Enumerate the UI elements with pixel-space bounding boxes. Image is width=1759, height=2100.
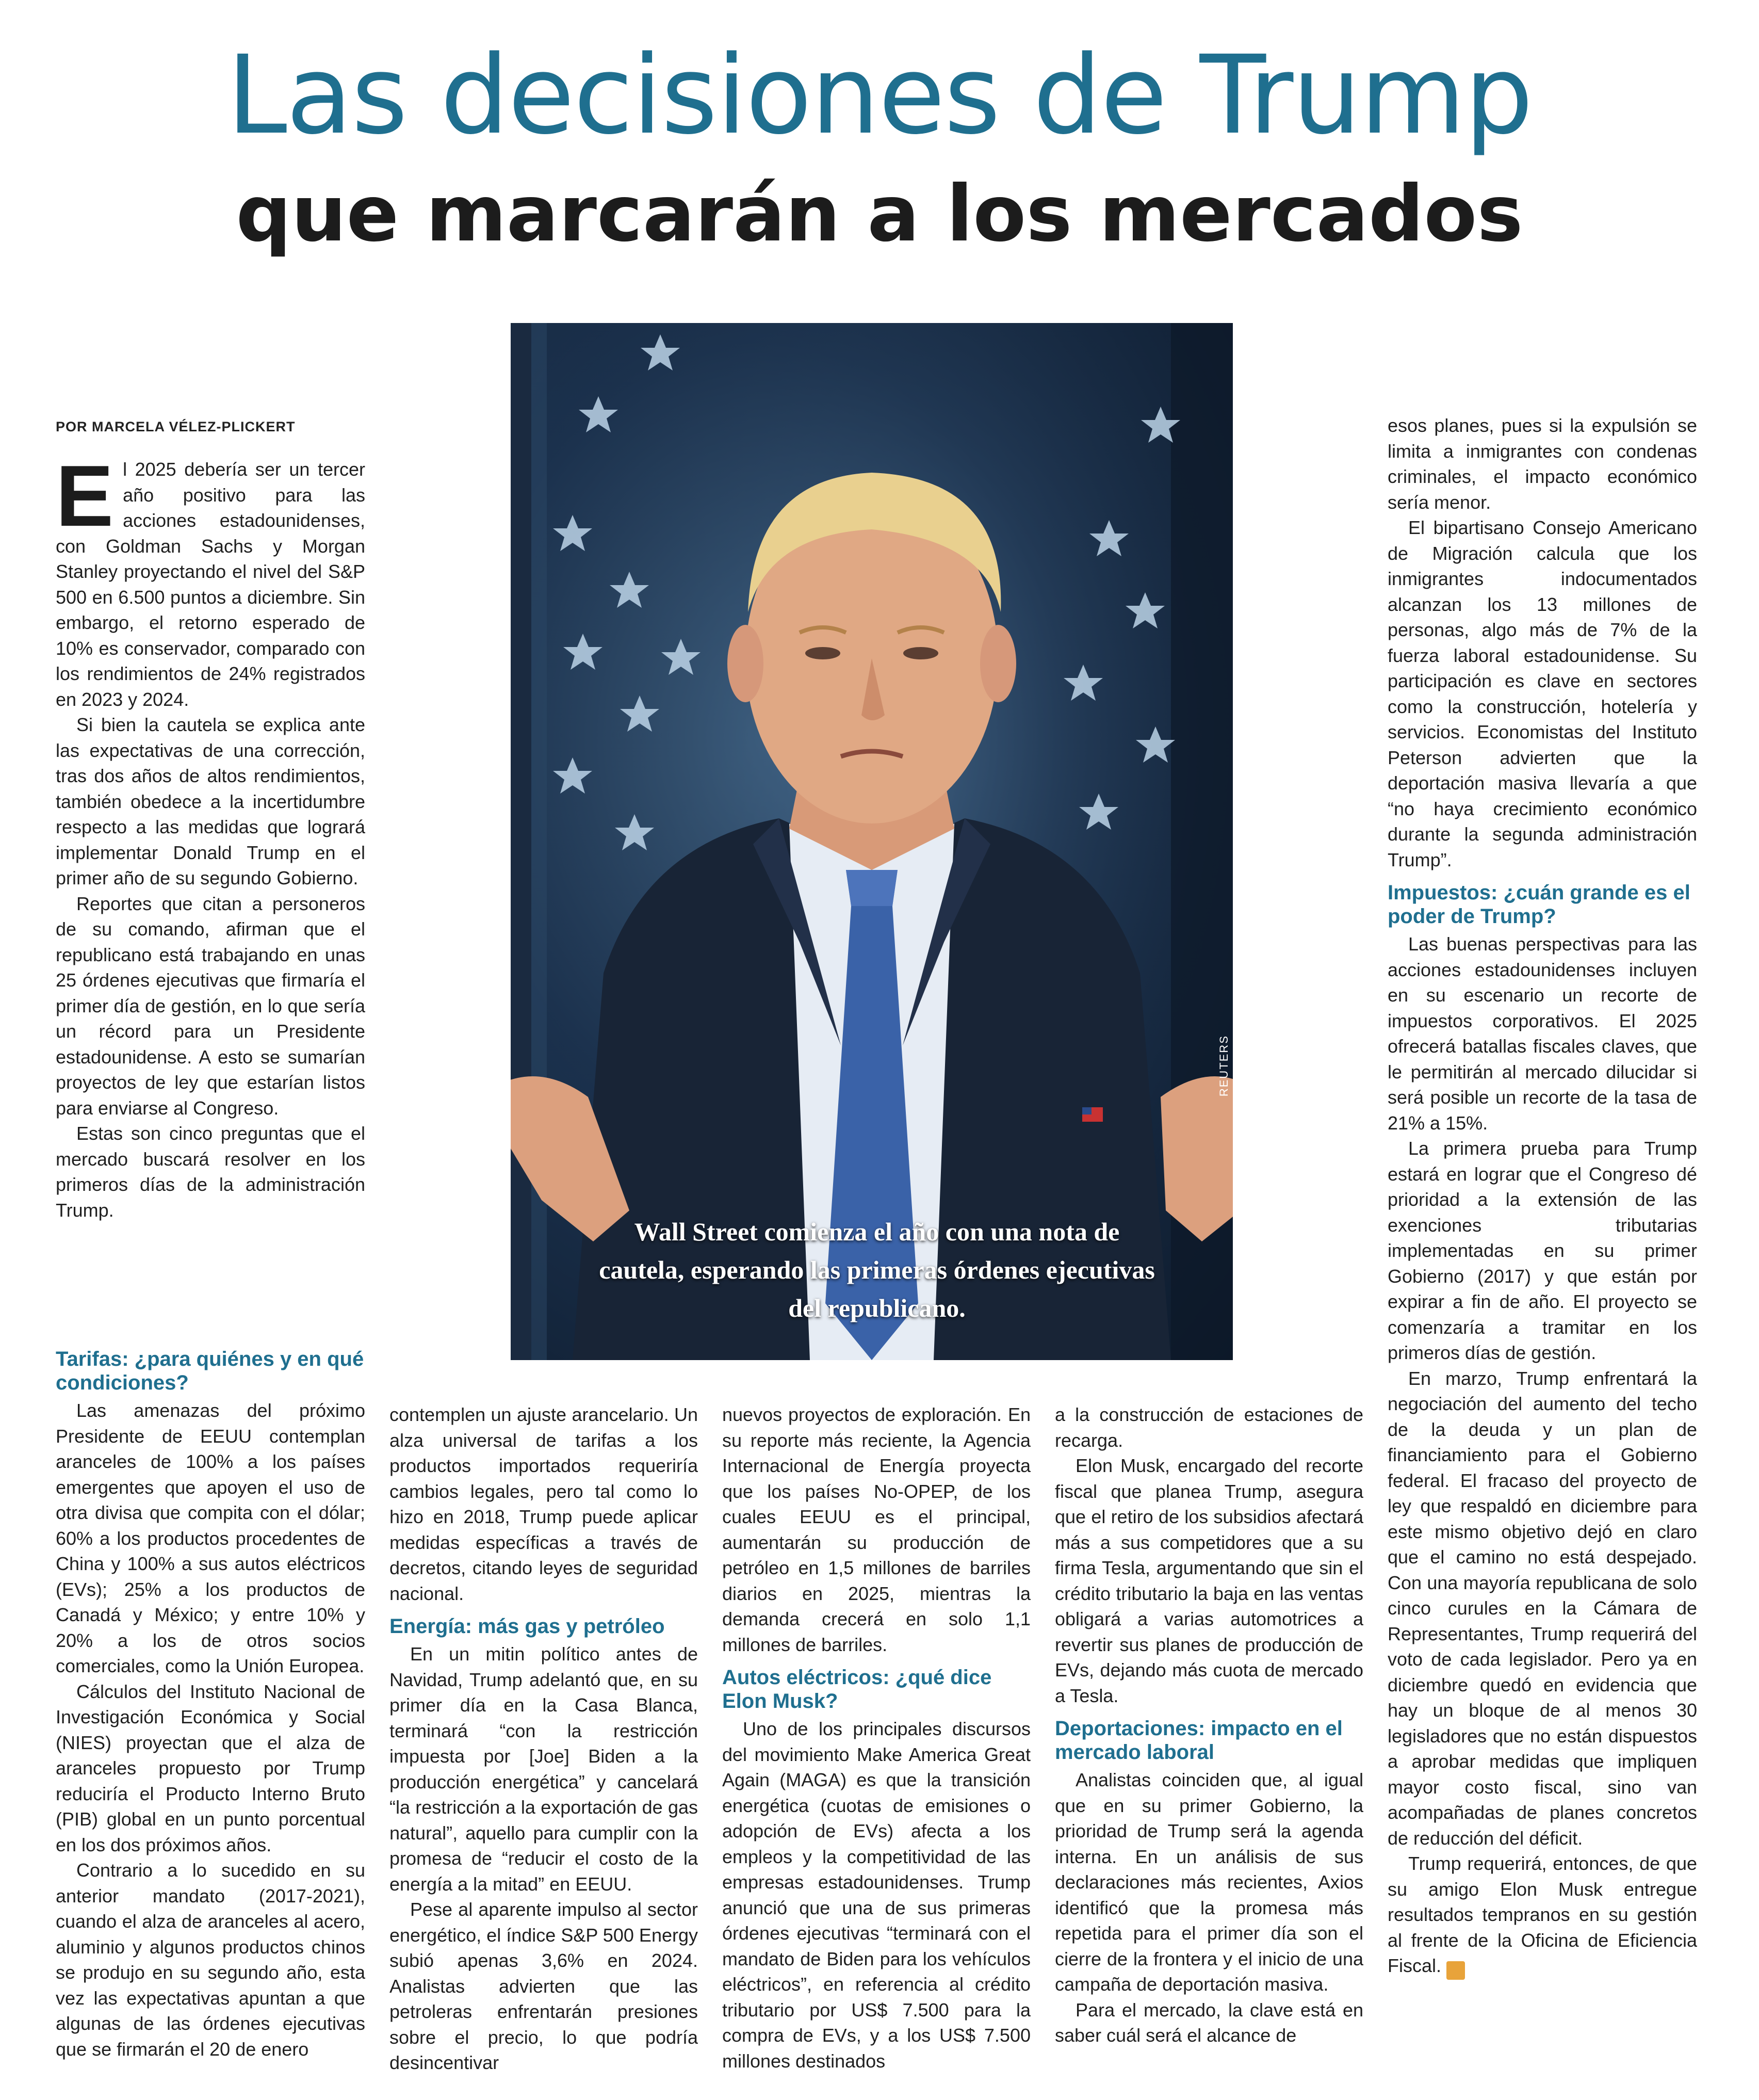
- column-1: [56, 447, 365, 1223]
- photo-credit: REUTERS: [1217, 1035, 1230, 1097]
- column-2: [389, 1402, 698, 2076]
- section-heading-energia: Energía: más gas y petróleo: [389, 1615, 665, 1638]
- paragraph: Si bien la cautela se explica ante las expectativas de una corrección, tras dos años de altos rendimientos, también obedece a la incertidumbre respecto a las medidas que logrará implementar Donald Trump en el primer año de su segundo Gobierno.: [56, 714, 365, 889]
- paragraph: En un mitin político antes de Navidad, Trump adelantó que, en su primer día en la Casa Blanca, terminará “con la restricción impuesta por [Joe] Biden a la producción energética” y cancelará “la restricción a la exportación de gas natural”, aquello para cumplir con la promesa de “reducir el costo de la energía a la mitad” en EEUU.: [389, 1643, 698, 1895]
- paragraph: La primera prueba para Trump estará en lograr que el Congreso dé prioridad a la extensión de las exenciones tributarias implementadas en su primer Gobierno (2017) y que están por expirar a fin de año. El proyecto se comenzaría a tramitar en los primeros días de gestión.: [1388, 1138, 1697, 1363]
- paragraph: En marzo, Trump enfrentará la negociación del aumento del techo de la deuda y un plan de financiamiento para el Gobierno federal. El fracaso del proyecto de ley que respaldó en diciembre para este mismo objetivo dejó en claro que el camino no está despejado. Con una mayoría republicana de solo cinco curules en la Cámara de Representantes, Trump requerirá del voto de cada legislador. Pero ya en diciembre quedó en evidencia que hay un bloque de al menos 30 legisladores que no están dispuestos a aprobar medidas que impliquen mayor costo fiscal, sino van acompañadas de planes concretos de reducción del déficit.: [1388, 1367, 1697, 1849]
- paragraph: Elon Musk, encargado del recorte fiscal que planea Trump, asegura que el retiro de los subsidios afectará más a sus competidores que a su firma Tesla, argumentando que sin el crédito tributario la baja en las ventas obligará a varias automotrices a revertir sus planes de producción de EVs, dejando más cuota de mercado a Tesla.: [1055, 1455, 1363, 1706]
- section-heading-autos: Autos eléctricos: ¿qué dice Elon Musk?: [722, 1666, 992, 1713]
- section-heading-deportaciones: Deportaciones: impacto en el mercado laboral: [1055, 1717, 1343, 1764]
- photo-caption: Wall Street comienza el año con una nota de cautela, esperando las primeras órdenes ejecutivas del republicano.: [599, 1217, 1155, 1322]
- paragraph: Analistas coinciden que, al igual que en su primer Gobierno, la prioridad de Trump será la agenda interna. En un análisis de sus declaraciones más recientes, Axios identificó que la promesa más repetida para el primer día son el cierre de la frontera y el inicio de una campaña de deportación masiva.: [1055, 1769, 1363, 1995]
- paragraph: El bipartisano Consejo Americano de Migración calcula que los inmigrantes indocumentados alcanzan los 13 millones de personas, algo más de 7% de la fuerza laboral estadounidense. Su participación es clave en sectores como la construcción, hotelería y servicios. Economistas del Instituto Peterson advierten que la deportación masiva llevaría a que “no haya crecimiento económico durante la segunda administración Trump”.: [1388, 517, 1697, 870]
- column-5: [1388, 413, 1697, 1980]
- section-heading-impuestos: Impuestos: ¿cuán grande es el poder de Trump?: [1388, 881, 1690, 928]
- paragraph: Para el mercado, la clave está en saber cuál será el alcance de: [1055, 1999, 1363, 2046]
- paragraph: a la construcción de estaciones de recarga.: [1055, 1404, 1363, 1451]
- section-heading-tarifas: Tarifas: ¿para quiénes y en qué condiciones?: [56, 1348, 364, 1394]
- lead-paragraph: [56, 447, 365, 712]
- trump-photo: [511, 323, 1233, 1360]
- paragraph: nuevos proyectos de exploración. En su reporte más reciente, la Agencia Internacional de Energía proyecta que los países No-OPEP, de los cuales EEUU es el principal, aumentarán su producción de petróleo en 1,5 millones de barriles diarios en 2025, mientras la demanda crecerá en solo 1,1 millones de barriles.: [722, 1404, 1031, 1655]
- drop-cap: E: [56, 447, 114, 544]
- headline-line2: que marcarán a los mercados: [236, 169, 1523, 259]
- paragraph: Pese al aparente impulso al sector energético, el índice S&P 500 Energy subió apenas 3,6% en 2024. Analistas advierten que las petroleras enfrentarán presiones sobre el precio, lo que podría desincentivar: [389, 1899, 698, 2073]
- paragraph: Las amenazas del próximo Presidente de EEUU contemplan aranceles de 100% a los países emergentes que apoyen el uso de otra divisa que compita con el dólar; 60% a los productos procedentes de China y 100% a sus autos eléctricos (EVs); 25% a los productos de Canadá y México; y entre 10% y 20% a los de otros socios comerciales, como la Unión Europea.: [56, 1400, 365, 1676]
- paragraph: esos planes, pues si la expulsión se limita a inmigrantes con condenas criminales, el impacto económico sería menor.: [1388, 415, 1697, 513]
- end-mark-icon: S: [1446, 1961, 1465, 1980]
- column-3: [722, 1402, 1031, 2074]
- photo-illustration: [511, 323, 1233, 1360]
- paragraph: Uno de los principales discursos del movimiento Make America Great Again (MAGA) es que la transición energética (cuotas de emisiones o adopción de EVs) afecta a los empleos y la competitividad de las empresas estadounidenses. Trump anunció que una de sus primeras órdenes ejecutivas “terminará con el mandato de Biden para los vehículos eléctricos”, en referencia al crédito tributario por US$ 7.500 para la compra de EVs, y a los US$ 7.500 millones destinados: [722, 1718, 1031, 2072]
- paragraph: Las buenas perspectivas para las acciones estadounidenses incluyen en su escenario un recorte de impuestos corporativos. El 2025 ofrecerá batallas fiscales claves, que le permitirán al mercado dilucidar si será posible un recorte de la tasa de 21% a 15%.: [1388, 933, 1697, 1134]
- closing-text: Trump requerirá, entonces, de que su amigo Elon Musk entregue resultados tempranos en su gestión al frente de la Oficina de Eficiencia Fiscal.: [1388, 1853, 1697, 1976]
- paragraph: Contrario a lo sucedido en su anterior mandato (2017-2021), cuando el alza de aranceles al acero, aluminio y algunos productos chinos se produjo en su segundo año, esta vez las expectativas apuntan a que algunas de las órdenes ejecutivas que se firmarán el 20 de enero: [56, 1860, 365, 2060]
- headline-line1: Las decisiones de Trump: [226, 32, 1533, 158]
- paragraph: contemplen un ajuste arancelario. Un alza universal de tarifas a los productos importados requeriría cambios legales, pero tal como lo hizo en 2018, Trump puede aplicar medidas específicas a través de decretos, citando leyes de seguridad nacional.: [389, 1404, 698, 1604]
- paragraph: Estas son cinco preguntas que el mercado buscará resolver en los primeros días de la administración Trump.: [56, 1123, 365, 1221]
- lead-text: l 2025 debería ser un tercer año positivo para las acciones estadounidenses, con Goldman Sachs y Morgan Stanley proyectando el nivel del S&P 500 en 6.500 puntos a diciembre. Sin embargo, el retorno esperado de 10% es conservador, comparado con los rendimientos de 24% registrados en 2023 y 2024.: [56, 459, 365, 710]
- byline: POR MARCELA VÉLEZ-PLICKERT: [56, 419, 296, 434]
- paragraph: Cálculos del Instituto Nacional de Investigación Económica y Social (NIES) proyectan que el alza de aranceles propuesto por Trump reduciría el Producto Interno Bruto (PIB) global en un punto porcentual en los dos próximos años.: [56, 1681, 365, 1855]
- column-4: [1055, 1402, 1363, 2048]
- column-1-lower: [56, 1339, 365, 2062]
- paragraph: Reportes que citan a personeros de su comando, afirman que el republicano está trabajando en unas 25 órdenes ejecutivas que firmaría el primer día de gestión, en lo que sería un récord para un Presidente estadounidense. A esto se sumarían proyectos de ley que estarían listos para enviarse al Congreso.: [56, 893, 365, 1119]
- paragraph: [1388, 1851, 1697, 1980]
